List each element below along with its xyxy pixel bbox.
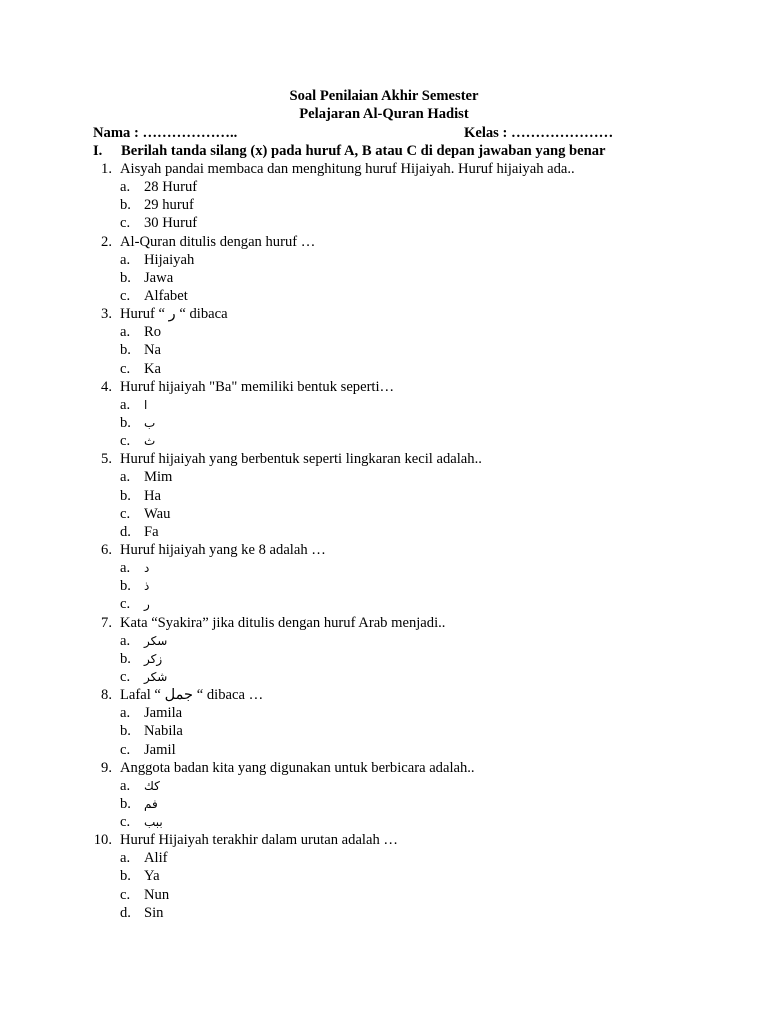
answer-option [0, 432, 768, 450]
option-label: b. [120, 197, 131, 214]
option-text: Ya [144, 868, 160, 885]
option-label: a. [120, 396, 131, 413]
answer-option [0, 178, 768, 196]
answer-option [0, 487, 768, 505]
answer-option [0, 269, 768, 287]
instruction-text: Berilah tanda silang (x) pada huruf A, B atau C di depan jawaban yang benar [121, 143, 606, 159]
question-text: Huruf hijaiyah "Ba" memiliki bentuk seperti… [120, 378, 395, 395]
option-text: Fa [144, 523, 159, 540]
answer-option [0, 741, 768, 759]
question-item [0, 450, 768, 541]
question-number: 2. [101, 233, 112, 250]
question-line [0, 378, 768, 396]
answer-option [0, 396, 768, 414]
option-arabic-text: ببب [144, 815, 163, 830]
option-text: Sin [144, 904, 164, 921]
option-label: c. [120, 814, 131, 831]
option-arabic-text: ث [144, 434, 156, 449]
answer-option [0, 287, 768, 305]
question-number: 8. [101, 687, 112, 704]
option-label: d. [120, 523, 131, 540]
option-text: Ro [144, 324, 162, 341]
option-label: a. [120, 251, 131, 268]
answer-option [0, 360, 768, 378]
question-number: 6. [101, 541, 112, 558]
option-label: c. [120, 741, 131, 758]
question-text: Anggota badan kita yang digunakan untuk berbicara adalah.. [120, 759, 475, 776]
question-line [0, 614, 768, 632]
name-field: Nama : ……………….. [93, 125, 238, 141]
answer-option [0, 468, 768, 486]
answer-option [0, 668, 768, 686]
option-label: b. [120, 650, 131, 667]
option-text: Ka [144, 360, 162, 377]
section-numeral: I. [93, 143, 103, 159]
option-text: Jawa [144, 269, 174, 286]
question-text: Al-Quran ditulis dengan huruf … [120, 233, 316, 250]
question-number: 1. [101, 161, 112, 177]
question-number: 9. [101, 759, 112, 776]
question-text: Kata “Syakira” jika ditulis dengan huruf Arab menjadi.. [120, 614, 446, 631]
option-label: a. [120, 179, 131, 196]
option-text: Jamil [144, 741, 176, 758]
question-text: Aisyah pandai membaca dan menghitung huruf Hijaiyah. Huruf hijaiyah ada.. [120, 161, 575, 177]
answer-option [0, 505, 768, 523]
option-label: a. [120, 850, 131, 867]
option-label: a. [120, 469, 131, 486]
answer-option [0, 251, 768, 269]
option-label: b. [120, 269, 131, 286]
question-text: Lafal “ جمل “ dibaca … [120, 687, 264, 704]
option-text: Nabila [144, 723, 183, 740]
option-text: Wau [144, 505, 171, 522]
option-arabic-text: ا [144, 397, 148, 412]
option-text: Alif [144, 850, 168, 867]
question-line [0, 450, 768, 468]
question-item [0, 233, 768, 306]
option-label: a. [120, 705, 131, 722]
option-label: c. [120, 287, 131, 304]
question-number: 4. [101, 378, 112, 395]
answer-option [0, 813, 768, 831]
answer-option [0, 867, 768, 885]
question-number: 5. [101, 451, 112, 468]
option-label: a. [120, 777, 131, 794]
question-list [0, 160, 768, 922]
option-arabic-text: ذ [144, 579, 150, 594]
question-line [0, 233, 768, 251]
question-number: 3. [101, 306, 112, 323]
question-item [0, 686, 768, 759]
option-text: Mim [144, 469, 173, 486]
question-item [0, 759, 768, 832]
question-text: Huruf hijaiyah yang ke 8 adalah … [120, 541, 326, 558]
question-line [0, 686, 768, 704]
document-subtitle: Pelajaran Al-Quran Hadist [299, 106, 469, 122]
answer-option [0, 632, 768, 650]
answer-option [0, 523, 768, 541]
option-text: Nun [144, 886, 170, 903]
answer-option [0, 777, 768, 795]
option-label: c. [120, 668, 131, 685]
option-text: 28 Huruf [144, 179, 198, 196]
answer-option [0, 577, 768, 595]
option-arabic-text: سكر [144, 633, 168, 648]
answer-option [0, 595, 768, 613]
option-text: 30 Huruf [144, 215, 198, 232]
answer-option [0, 196, 768, 214]
answer-option [0, 849, 768, 867]
answer-option [0, 341, 768, 359]
option-label: c. [120, 433, 131, 450]
option-label: b. [120, 342, 131, 359]
option-text: Jamila [144, 705, 183, 722]
question-item [0, 305, 768, 378]
option-label: a. [120, 560, 131, 577]
option-arabic-text: شكر [144, 669, 168, 684]
option-arabic-text: فم [144, 796, 158, 811]
option-text: Ha [144, 487, 162, 504]
question-number: 10. [93, 832, 112, 849]
option-label: b. [120, 578, 131, 595]
option-label: d. [120, 904, 131, 921]
question-item [0, 378, 768, 451]
option-text: Na [144, 342, 162, 359]
question-item [0, 831, 768, 922]
question-item [0, 541, 768, 614]
option-label: c. [120, 596, 131, 613]
question-text: Huruf “ ر “ dibaca [120, 306, 228, 323]
student-identity-row [93, 124, 633, 142]
option-text: Alfabet [144, 287, 188, 304]
answer-option [0, 414, 768, 432]
question-number: 7. [101, 614, 112, 631]
question-line [0, 831, 768, 849]
question-text: Huruf Hijaiyah terakhir dalam urutan adalah … [120, 832, 398, 849]
section-instruction [93, 142, 606, 160]
option-label: b. [120, 723, 131, 740]
answer-option [0, 559, 768, 577]
question-line [0, 541, 768, 559]
question-item [0, 160, 768, 233]
option-label: c. [120, 215, 131, 232]
answer-option [0, 214, 768, 232]
question-line [0, 160, 768, 178]
question-line [0, 759, 768, 777]
document-title: Soal Penilaian Akhir Semester [289, 88, 479, 104]
option-arabic-text: د [144, 561, 150, 576]
question-text: Huruf hijaiyah yang berbentuk seperti lingkaran kecil adalah.. [120, 451, 482, 468]
option-text: Hijaiyah [144, 251, 195, 268]
answer-option [0, 886, 768, 904]
option-arabic-text: ب [144, 415, 156, 430]
option-text: 29 huruf [144, 197, 194, 214]
option-arabic-text: ر [144, 597, 150, 612]
question-item [0, 614, 768, 687]
answer-option [0, 722, 768, 740]
answer-option [0, 904, 768, 922]
class-field: Kelas : ………………… [464, 125, 614, 141]
option-label: b. [120, 414, 131, 431]
answer-option [0, 704, 768, 722]
option-label: c. [120, 886, 131, 903]
option-arabic-text: كك [144, 778, 160, 793]
option-label: a. [120, 632, 131, 649]
answer-option [0, 795, 768, 813]
option-label: c. [120, 505, 131, 522]
option-arabic-text: زكر [144, 651, 163, 666]
option-label: b. [120, 868, 131, 885]
option-label: b. [120, 487, 131, 504]
answer-option [0, 323, 768, 341]
answer-option [0, 650, 768, 668]
option-label: b. [120, 795, 131, 812]
question-line [0, 305, 768, 323]
option-label: c. [120, 360, 131, 377]
option-label: a. [120, 324, 131, 341]
